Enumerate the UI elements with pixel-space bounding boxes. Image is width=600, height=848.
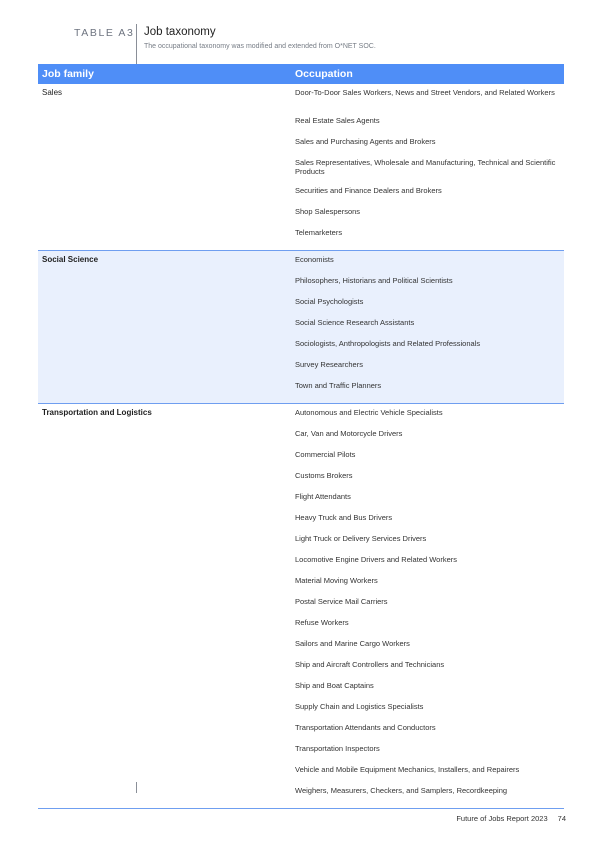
occupation-cell: Real Estate Sales Agents bbox=[295, 116, 380, 125]
group-transportation-logistics bbox=[38, 404, 564, 809]
occupation-cell: Survey Researchers bbox=[295, 360, 363, 369]
occupation-cell: Economists bbox=[295, 255, 334, 264]
table-title: Job taxonomy bbox=[144, 26, 216, 38]
page-footer bbox=[456, 814, 566, 823]
occupation-cell: Transportation Inspectors bbox=[295, 744, 380, 753]
occupation-cell: Vehicle and Mobile Equipment Mechanics, Installers, and Repairers bbox=[295, 765, 520, 774]
occupation-cell: Flight Attendants bbox=[295, 492, 351, 501]
occupation-cell: Supply Chain and Logistics Specialists bbox=[295, 702, 424, 711]
column-header-occupation: Occupation bbox=[295, 68, 353, 80]
occupation-list bbox=[295, 251, 564, 403]
occupation-cell: Material Moving Workers bbox=[295, 576, 378, 585]
occupation-cell: Sailors and Marine Cargo Workers bbox=[295, 639, 410, 648]
table-label: TABLE A3 bbox=[74, 27, 135, 39]
occupation-cell: Social Science Research Assistants bbox=[295, 318, 415, 327]
occupation-cell: Commercial Pilots bbox=[295, 450, 356, 459]
occupation-cell: Social Psychologists bbox=[295, 297, 364, 306]
job-taxonomy-table bbox=[38, 64, 564, 809]
occupation-cell: Ship and Aircraft Controllers and Technicians bbox=[295, 660, 445, 669]
report-name: Future of Jobs Report 2023 bbox=[456, 814, 548, 823]
occupation-list bbox=[295, 404, 564, 808]
occupation-cell: Refuse Workers bbox=[295, 618, 349, 627]
occupation-cell: Door-To-Door Sales Workers, News and Street Vendors, and Related Workers bbox=[295, 88, 555, 97]
occupation-cell: Sales and Purchasing Agents and Brokers bbox=[295, 137, 436, 146]
job-family-cell: Social Science bbox=[42, 255, 99, 264]
occupation-cell: Car, Van and Motorcycle Drivers bbox=[295, 429, 403, 438]
occupation-cell: Shop Salespersons bbox=[295, 207, 361, 216]
occupation-cell: Light Truck or Delivery Services Drivers bbox=[295, 534, 427, 543]
occupation-cell: Sociologists, Anthropologists and Related Professionals bbox=[295, 339, 481, 348]
occupation-cell: Sales Representatives, Wholesale and Manufacturing, Technical and Scientific Products bbox=[295, 158, 556, 176]
page-number: 74 bbox=[557, 814, 566, 823]
job-family-cell: Transportation and Logistics bbox=[42, 408, 152, 417]
job-family-cell: Sales bbox=[42, 88, 63, 97]
occupation-cell: Customs Brokers bbox=[295, 471, 353, 480]
occupation-cell: Telemarketers bbox=[295, 228, 343, 237]
occupation-cell: Heavy Truck and Bus Drivers bbox=[295, 513, 393, 522]
occupation-cell: Ship and Boat Captains bbox=[295, 681, 374, 690]
table-subtitle: The occupational taxonomy was modified and extended from O*NET SOC. bbox=[144, 43, 376, 50]
footer-divider bbox=[136, 782, 137, 793]
occupation-cell: Town and Traffic Planners bbox=[295, 381, 382, 390]
occupation-cell: Weighers, Measurers, Checkers, and Samplers, Recordkeeping bbox=[295, 786, 508, 795]
occupation-cell: Transportation Attendants and Conductors bbox=[295, 723, 436, 732]
occupation-cell: Autonomous and Electric Vehicle Specialists bbox=[295, 408, 443, 417]
occupation-cell: Securities and Finance Dealers and Brokers bbox=[295, 186, 442, 195]
group-social-science bbox=[38, 251, 564, 404]
occupation-cell: Locomotive Engine Drivers and Related Workers bbox=[295, 555, 458, 564]
table-header bbox=[38, 24, 562, 64]
header-divider bbox=[136, 24, 137, 64]
occupation-list bbox=[295, 84, 564, 250]
occupation-cell: Postal Service Mail Carriers bbox=[295, 597, 388, 606]
group-sales bbox=[38, 84, 564, 251]
occupation-cell: Philosophers, Historians and Political Scientists bbox=[295, 276, 453, 285]
column-header-job-family: Job family bbox=[42, 68, 94, 80]
table-head-row bbox=[38, 64, 564, 84]
